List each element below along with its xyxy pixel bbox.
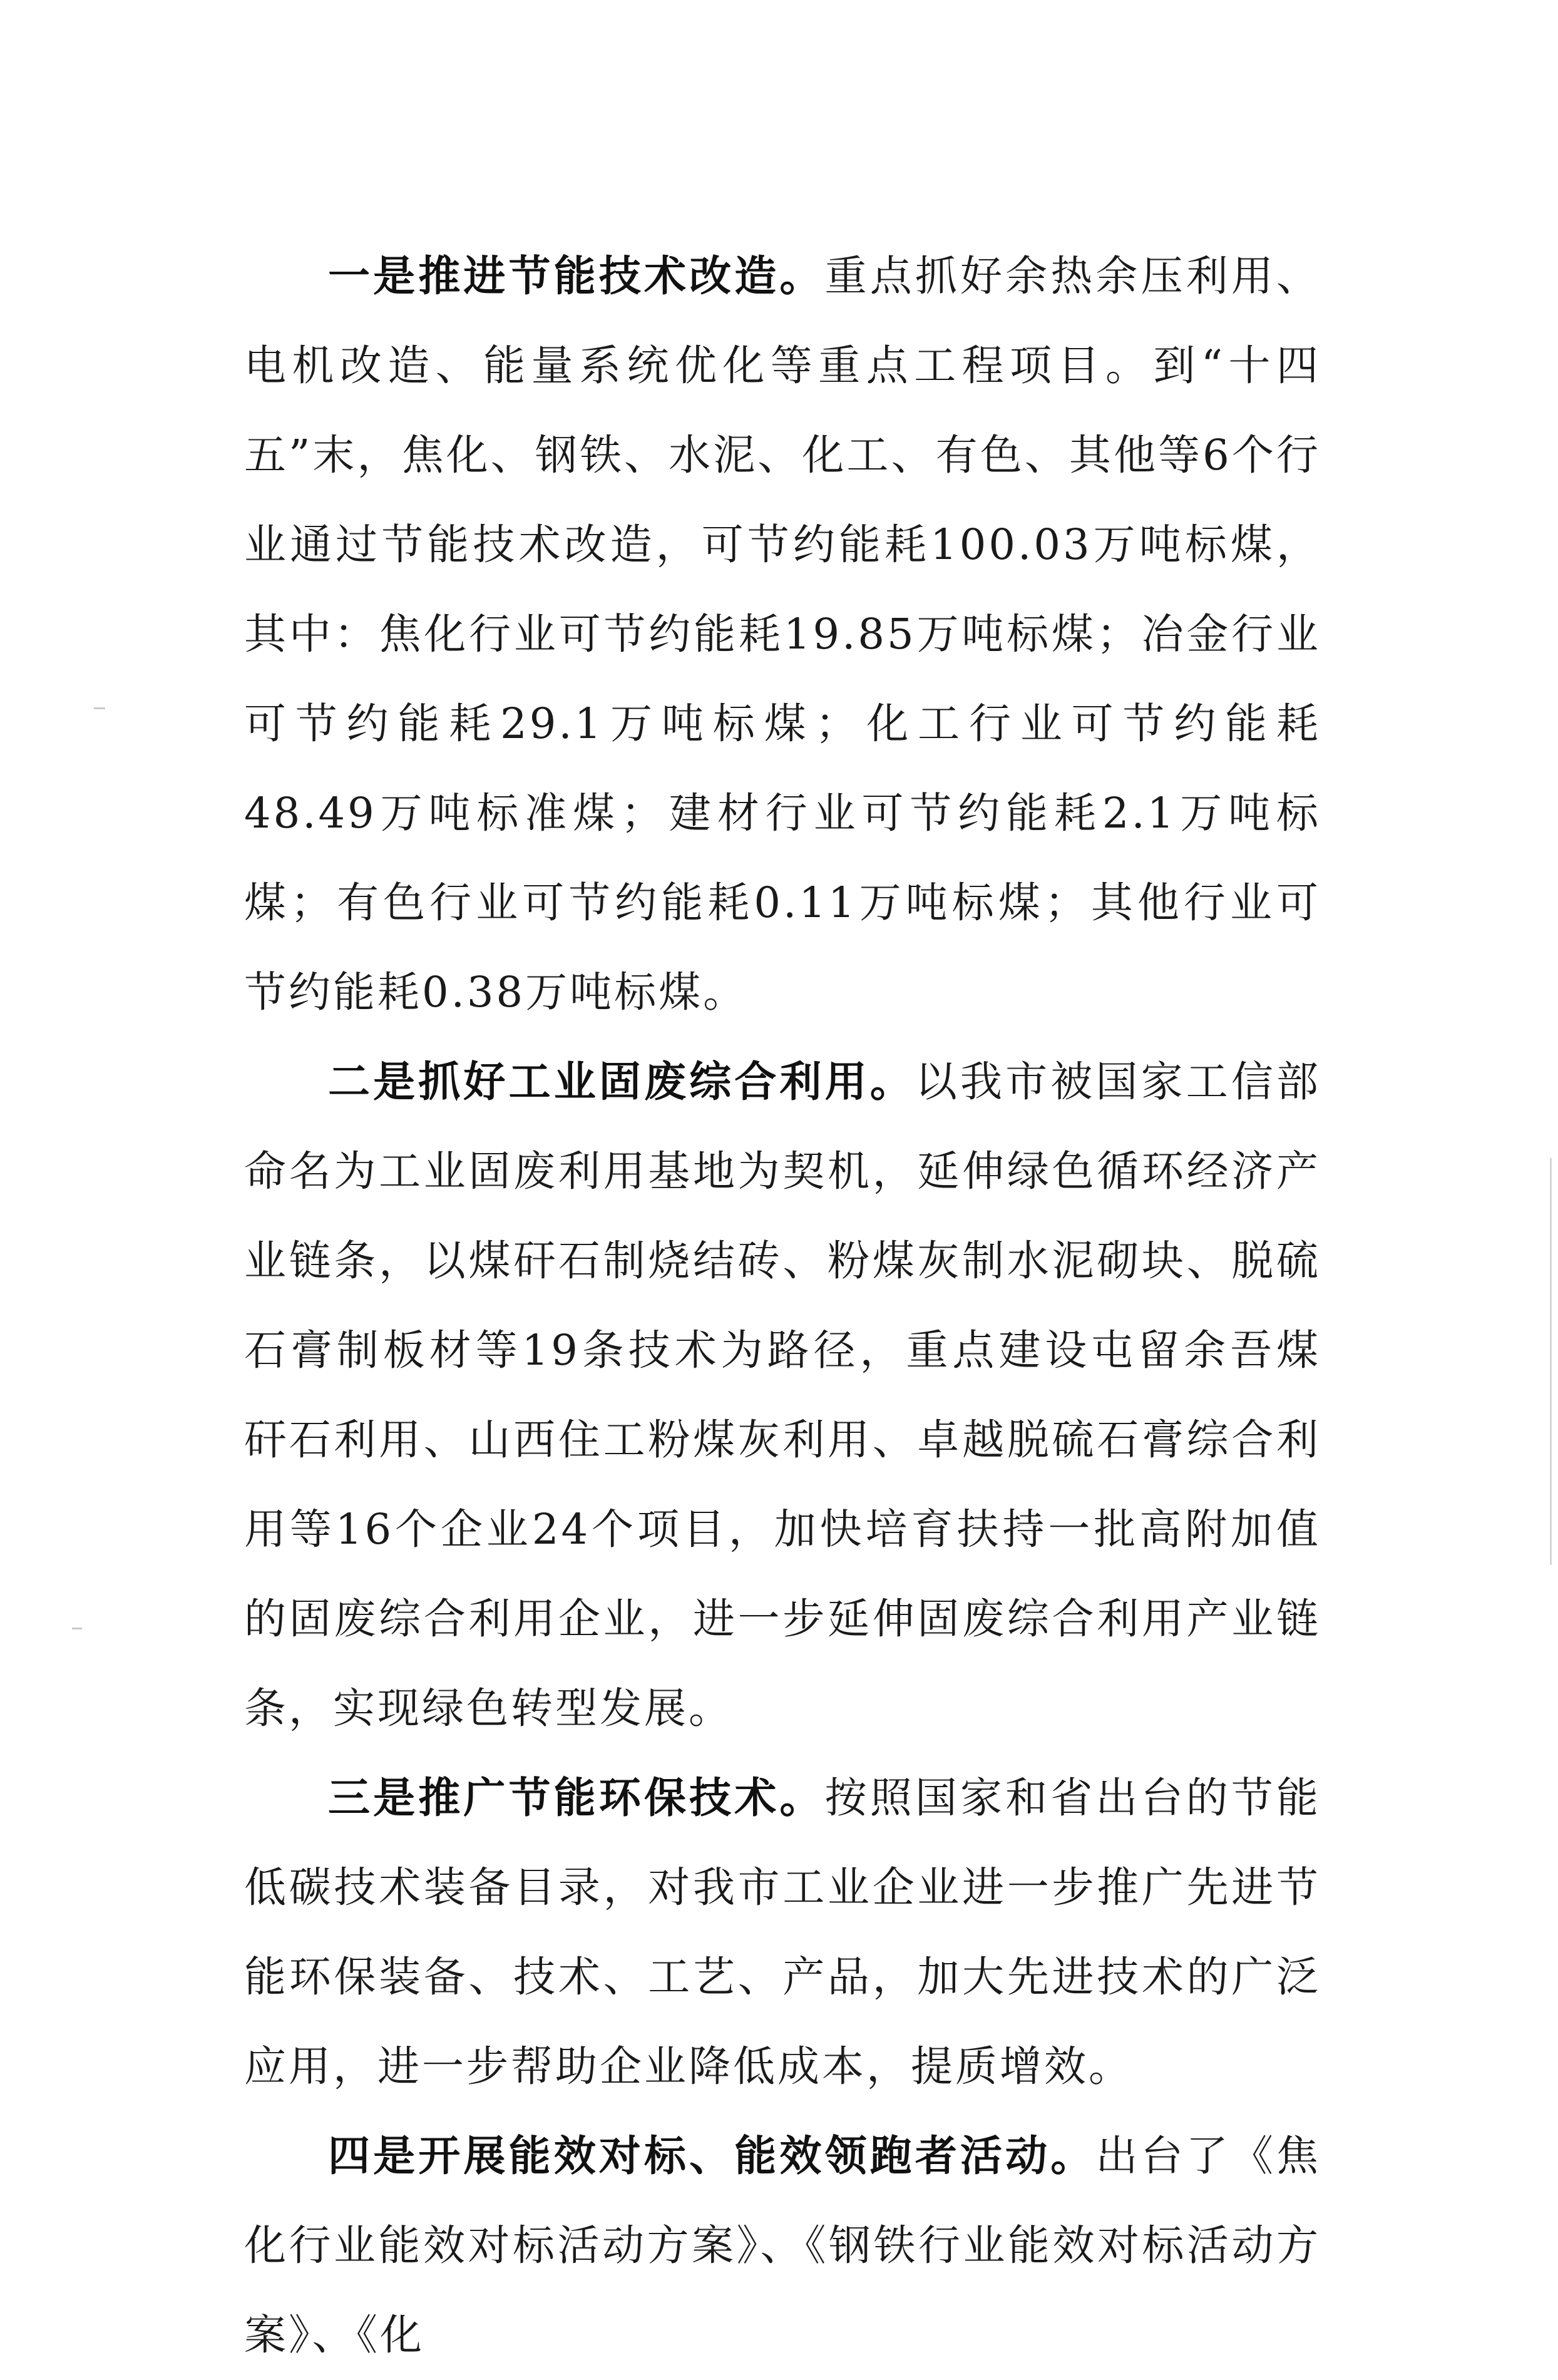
scan-speck <box>94 707 105 709</box>
paragraph-green-technology-promotion <box>244 1753 1321 2111</box>
paragraph-lead-heading: 一是推进节能技术改造。 <box>328 252 825 300</box>
paragraph-energy-saving-retrofit <box>244 232 1321 1037</box>
paragraph-solid-waste-utilization <box>244 1037 1321 1753</box>
paragraph-text: 重点抓好余热余压利用、电机改造、能量系统优化等重点工程项目。到“十四五”末，焦化、钢铁、水泥、化工、有色、其他等6个行业通过节能技术改造，可节约能耗100.03万吨标煤，其中：焦化行业可节约能耗19.85万吨标煤；冶金行业可节约能耗29.1万吨标煤；化工行业可节约能耗48.49万吨标准煤；建材行业可节约能耗2.1万吨标煤；有色行业可节约能耗0.11万吨标煤；其他行业可节约能耗0.38万吨标煤。 <box>244 252 1321 1017</box>
document-body <box>244 232 1321 2380</box>
scan-edge-shadow <box>1550 1158 1552 1565</box>
paragraph-lead-heading: 三是推广节能环保技术。 <box>328 1773 825 1822</box>
paragraph-text: 按照国家和省出台的节能低碳技术装备目录，对我市工业企业进一步推广先进节能环保装备、技术、工艺、产品，加大先进技术的广泛应用，进一步帮助企业降低成本，提质增效。 <box>244 1773 1321 2091</box>
paragraph-lead-heading: 二是抓好工业固废综合利用。 <box>328 1057 915 1106</box>
scan-speck <box>72 1628 82 1629</box>
paragraph-efficiency-benchmarking <box>244 2111 1321 2380</box>
paragraph-text: 出台了《焦化行业能效对标活动方案》、《钢铁行业能效对标活动方案》、《化 <box>244 2131 1321 2359</box>
paragraph-text: 以我市被国家工信部命名为工业固废利用基地为契机，延伸绿色循环经济产业链条，以煤矸石制烧结砖、粉煤灰制水泥砌块、脱硫石膏制板材等19条技术为路径，重点建设屯留余吾煤矸石利用、山西住工粉煤灰利用、卓越脱硫石膏综合利用等16个企业24个项目，加快培育扶持一批高附加值的固废综合利用企业，进一步延伸固废综合利用产业链条，实现绿色转型发展。 <box>244 1057 1321 1733</box>
paragraph-lead-heading: 四是开展能效对标、能效领跑者活动。 <box>328 2131 1096 2180</box>
